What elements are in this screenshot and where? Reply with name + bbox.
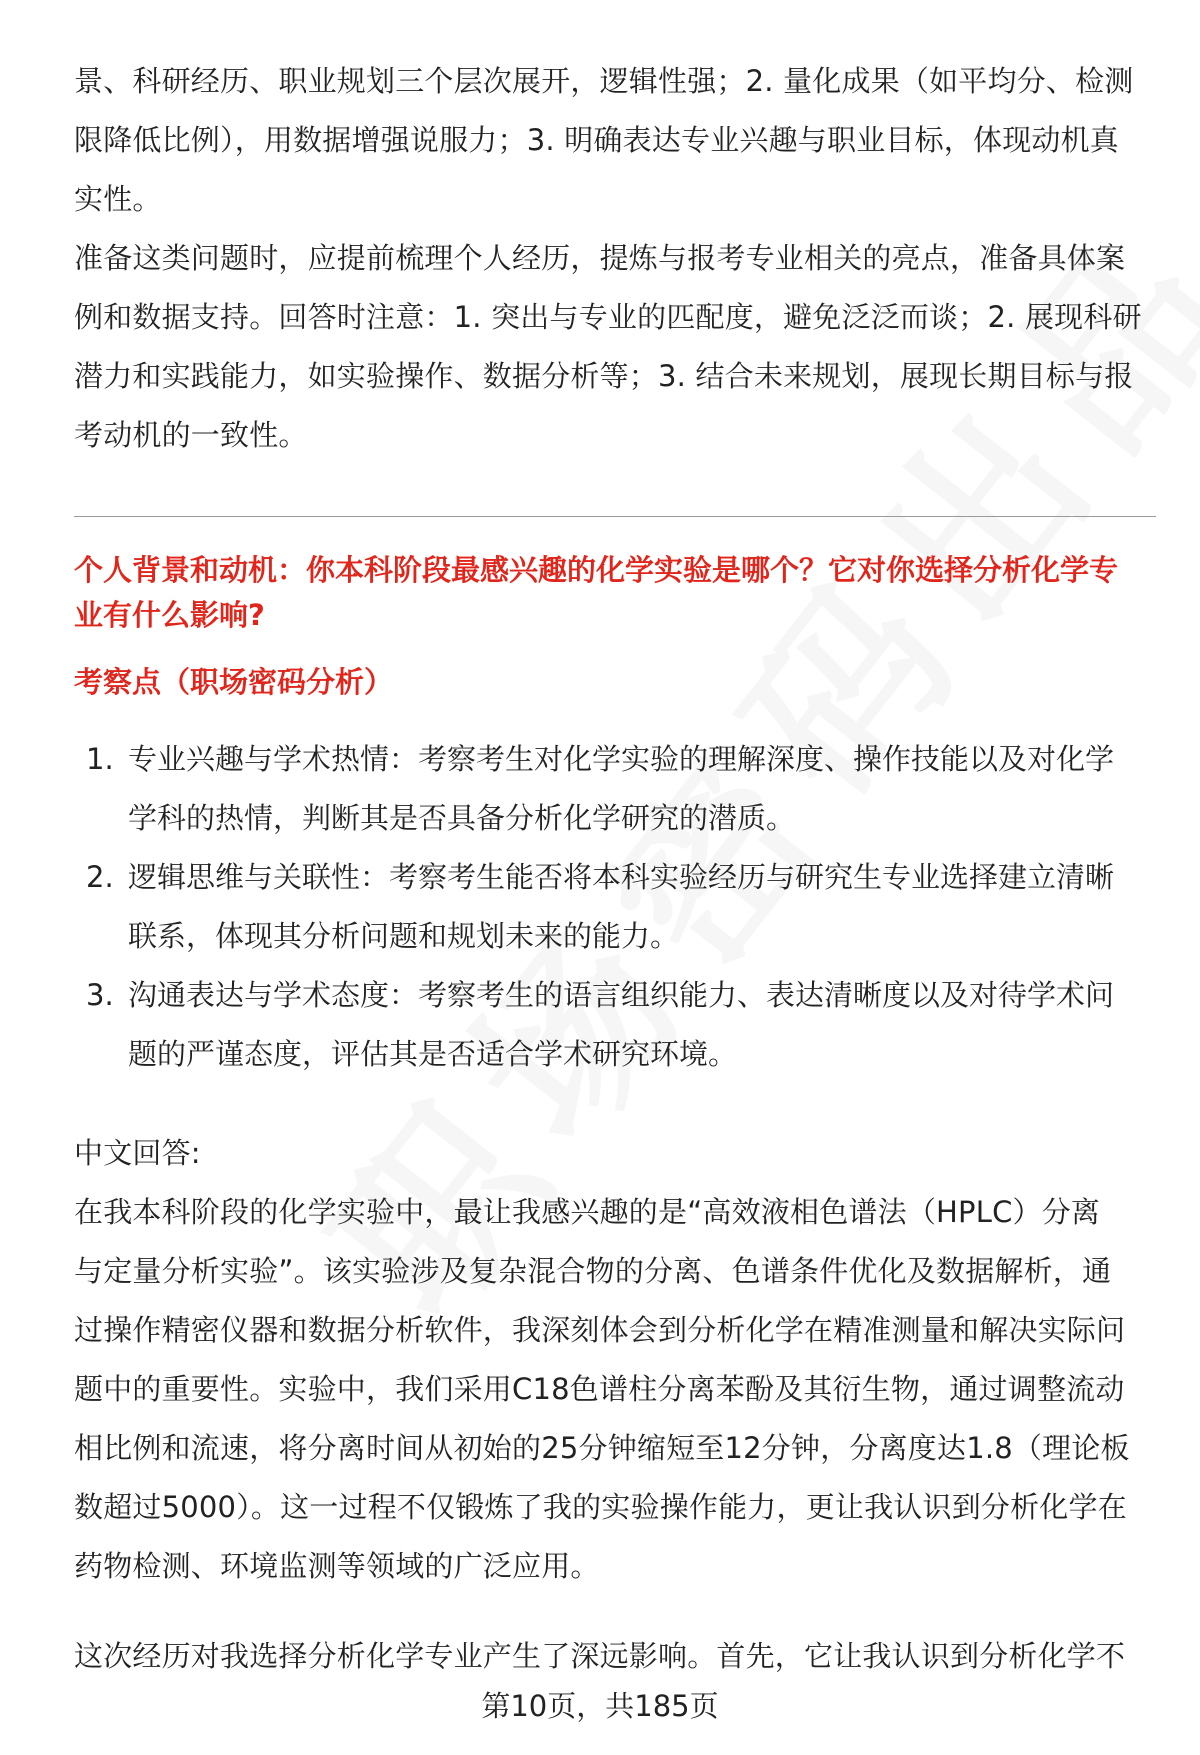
list-item-line: 学科的热情，判断其是否具备分析化学研究的潜质。 <box>128 801 796 835</box>
question-line: 业有什么影响? <box>74 598 265 632</box>
list-item-line: 联系，体现其分析问题和规划未来的能力。 <box>128 919 680 953</box>
text-line: 实性。 <box>74 182 162 216</box>
text-line: 景、科研经历、职业规划三个层次展开，逻辑性强；2. 量化成果（如平均分、检测 <box>74 64 1134 98</box>
list-item-number: 3. <box>86 978 114 1012</box>
text-line: 限降低比例），用数据增强说服力；3. 明确表达专业兴趣与职业目标，体现动机真 <box>74 123 1119 157</box>
assessment-list <box>74 730 1164 1084</box>
list-item-line: 逻辑思维与关联性：考察考生能否将本科实验经历与研究生专业选择建立清晰 <box>128 860 1115 894</box>
page-number-footer: 第10页，共185页 <box>481 1689 719 1723</box>
list-item <box>74 848 1164 966</box>
text-line: 在我本科阶段的化学实验中，最让我感兴趣的是“高效液相色谱法（HPLC）分离 <box>74 1195 1101 1229</box>
list-item-number: 1. <box>86 742 114 776</box>
list-item-number: 2. <box>86 860 114 894</box>
top-paragraph <box>74 52 1164 229</box>
text-line: 数超过5000）。这一过程不仅锻炼了我的实验操作能力，更让我认识到分析化学在 <box>74 1490 1127 1524</box>
answer-label: 中文回答: <box>74 1136 201 1170</box>
text-line: 这次经历对我选择分析化学专业产生了深远影响。首先，它让我认识到分析化学不 <box>74 1639 1126 1673</box>
text-line: 潜力和实践能力，如实验操作、数据分析等；3. 结合未来规划，展现长期目标与报 <box>74 359 1134 393</box>
list-item <box>74 966 1164 1084</box>
closing-paragraph <box>74 1627 1164 1686</box>
text-line: 与定量分析实验”。该实验涉及复杂混合物的分离、色谱条件优化及数据解析，通 <box>74 1254 1112 1288</box>
list-item-line: 沟通表达与学术态度：考察考生的语言组织能力、表达清晰度以及对待学术问 <box>128 978 1115 1012</box>
text-line: 准备这类问题时，应提前梳理个人经历，提炼与报考专业相关的亮点，准备具体案 <box>74 241 1126 275</box>
assessment-heading: 考察点（职场密码分析） <box>74 665 394 699</box>
prep-paragraph <box>74 229 1164 465</box>
text-line: 过操作精密仪器和数据分析软件，我深刻体会到分析化学在精准测量和解决实际问 <box>74 1313 1126 1347</box>
question-line: 个人背景和动机：你本科阶段最感兴趣的化学实验是哪个？它对你选择分析化学专 <box>74 553 1119 587</box>
text-line: 相比例和流速，将分离时间从初始的25分钟缩短至12分钟，分离度达1.8（理论板 <box>74 1431 1130 1465</box>
answer-section <box>74 1124 1164 1596</box>
list-item-line: 专业兴趣与学术热情：考察考生对化学实验的理解深度、操作技能以及对化学 <box>128 742 1115 776</box>
text-line: 药物检测、环境监测等领域的广泛应用。 <box>74 1549 600 1583</box>
section-divider <box>74 516 1156 517</box>
text-line: 考动机的一致性。 <box>74 418 308 452</box>
question-heading <box>74 548 1164 638</box>
text-line: 题中的重要性。实验中，我们采用C18色谱柱分离苯酚及其衍生物，通过调整流动 <box>74 1372 1125 1406</box>
text-line: 例和数据支持。回答时注意：1. 突出与专业的匹配度，避免泛泛而谈；2. 展现科研 <box>74 300 1142 334</box>
list-item <box>74 730 1164 848</box>
list-item-line: 题的严谨态度，评估其是否适合学术研究环境。 <box>128 1037 738 1071</box>
